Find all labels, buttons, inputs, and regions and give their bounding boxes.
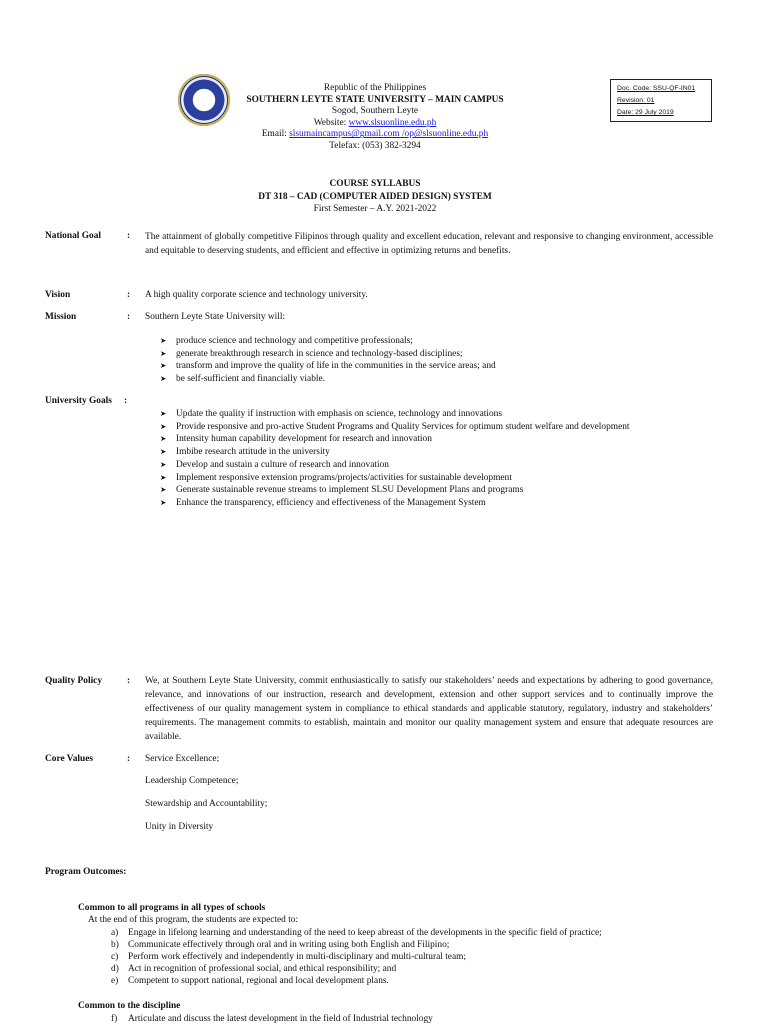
document-control-box [610, 79, 712, 122]
common-all-programs-heading: Common to all programs in all types of schools [78, 903, 266, 913]
core-value-item: Stewardship and Accountability; [145, 799, 268, 809]
letterhead-telefax: Telefax: (053) 382-3294 [329, 140, 421, 151]
letterhead [180, 83, 570, 153]
list-item: ➤ Intensity human capability development for research and innovation [160, 433, 630, 446]
list-item: d) Act in recognition of professional social, and ethical responsibility; and [111, 963, 397, 974]
mission-list [160, 335, 496, 386]
list-item: ➤ Generate sustainable revenue streams to implement SLSU Development Plans and programs [160, 484, 630, 497]
list-item: ➤ transform and improve the quality of life in the communities in the service areas; and [160, 360, 496, 373]
university-seal-icon: ✦ [178, 74, 230, 126]
list-item: a) Engage in lifelong learning and understanding of the need to keep abreast of the developments in the specific field of practice; [111, 928, 602, 938]
national-goal-label: National Goal [45, 231, 101, 241]
vision-colon: : [127, 290, 131, 300]
program-outcomes-heading: Program Outcomes: [45, 867, 127, 877]
list-item: ➤ Enhance the transparency, efficiency and effectiveness of the Management System [160, 497, 630, 510]
list-item: ➤ Implement responsive extension programs/projects/activities for sustainable development [160, 472, 630, 485]
mission-label: Mission [45, 312, 77, 322]
list-item: b) Communicate effectively through oral and in writing using both English and Filipino; [111, 939, 450, 950]
list-item: c) Perform work effectively and independently in multi-disciplinary and multi-cultural team; [111, 951, 467, 962]
quality-policy-label: Quality Policy [45, 676, 103, 686]
list-item: e) Competent to support national, regional and local development plans. [111, 975, 389, 986]
list-item: ➤ Develop and sustain a culture of research and innovation [160, 459, 630, 472]
list-item: ➤ Imbibe research attitude in the university [160, 446, 630, 459]
program-outcomes-list [111, 928, 602, 988]
doc-date: Date: 29 July 2019 [617, 109, 674, 116]
title-course-code: DT 318 – CAD (COMPUTER AIDED DESIGN) SYSTEM [258, 191, 492, 202]
letterhead-address: Sogod, Southern Leyte [331, 106, 419, 117]
doc-revision: Revision: 01 [617, 97, 655, 104]
vision-text: A high quality corporate science and technology university. [145, 290, 368, 300]
title-course-syllabus: COURSE SYLLABUS [329, 179, 421, 189]
national-goal-text: The attainment of globally competitive Filipinos through quality and excellent education, relevant and responsive to changing environment, accessible and equitable to deserving students, and efficient and effective in optimizing returns and benefits. [145, 232, 713, 256]
list-item: ➤ produce science and technology and competitive professionals; [160, 335, 496, 348]
core-values-label: Core Values [45, 754, 94, 764]
list-item: f) Articulate and discuss the latest development in the field of Industrial technology [111, 1014, 433, 1024]
email-link[interactable]: slsumaincampus@gmail.com /op@slsuonline.edu.ph [289, 129, 489, 140]
letterhead-email: Email: slsumaincampus@gmail.com /op@slsuonline.edu.ph [261, 129, 489, 140]
list-item: ➤ Provide responsive and pro-active Student Programs and Quality Services for optimum student welfare and development [160, 421, 630, 434]
website-link[interactable]: www.slsuonline.edu.ph [348, 117, 437, 128]
quality-policy-colon: : [127, 676, 131, 686]
university-goals-colon: : [124, 396, 128, 406]
university-goals-list [160, 408, 630, 510]
letterhead-university: SOUTHERN LEYTE STATE UNIVERSITY – MAIN CAMPUS [246, 94, 504, 105]
program-outcomes-intro: At the end of this program, the students are expected to: [88, 915, 299, 925]
doc-code: Doc. Code: SSU-QF-IN01 [617, 85, 696, 92]
list-item: ➤ be self-sufficient and financially viable. [160, 373, 496, 386]
letterhead-country: Republic of the Philippines [323, 83, 427, 93]
vision-label: Vision [45, 290, 71, 300]
list-item: ➤ Update the quality if instruction with emphasis on science, technology and innovations [160, 408, 630, 421]
national-goal-colon: : [127, 231, 131, 241]
title-semester: First Semester – A.Y. 2021-2022 [313, 204, 437, 214]
core-values-colon: : [127, 754, 131, 764]
core-value-item: Unity in Diversity [145, 822, 214, 832]
mission-colon: : [127, 312, 131, 322]
university-goals-label: University Goals [45, 396, 112, 406]
list-item: ➤ generate breakthrough research in science and technology-based disciplines; [160, 348, 496, 361]
mission-intro: Southern Leyte State University will: [145, 312, 286, 322]
core-value-item: Leadership Competence; [145, 776, 239, 786]
core-value-item: Service Excellence; [145, 754, 220, 764]
letterhead-website: Website: www.slsuonline.edu.ph [313, 117, 437, 128]
common-discipline-heading: Common to the discipline [78, 1001, 181, 1011]
syllabus-title [180, 178, 570, 216]
quality-policy-text: We, at Southern Leyte State University, commit enthusiastically to satisfy our stakeholders’ needs and expectations by adhering to good governance, relevance, and innovations of our instruction, research and development, extension and other support services and to continually improve the effectiveness of our quality management system in compliance to ethical standards and applicable statutory, regulatory, industry and stakeholders’ requirements. The management commits to establish, maintain and monitor our quality management system and ensure that adequate resources are available. [145, 676, 713, 742]
